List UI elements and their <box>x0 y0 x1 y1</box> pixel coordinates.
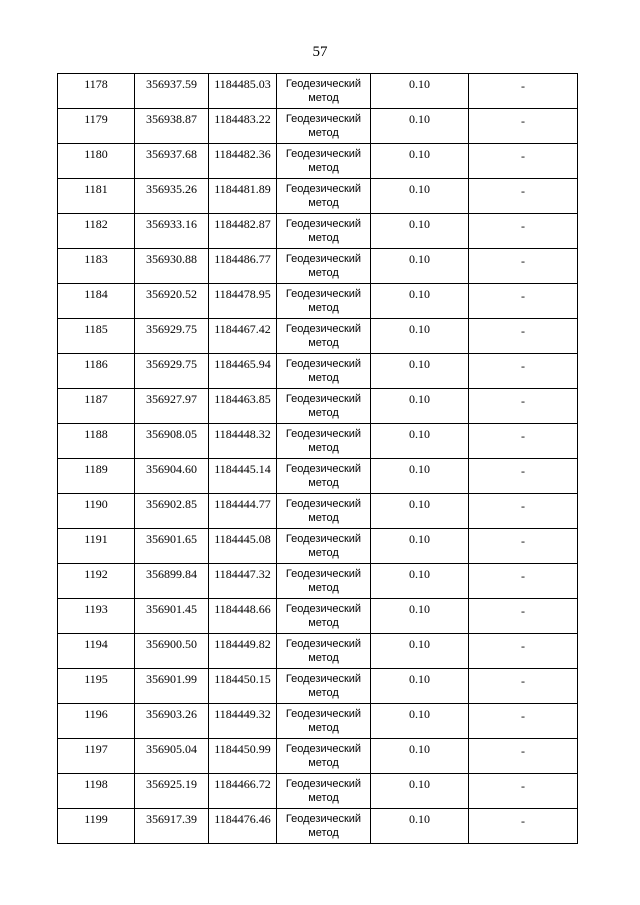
table-row <box>58 704 578 739</box>
note-cell: - <box>469 634 578 669</box>
point-number-cell: 1187 <box>58 389 135 424</box>
point-number-cell: 1191 <box>58 529 135 564</box>
point-number-cell: 1194 <box>58 634 135 669</box>
note-cell: - <box>469 809 578 844</box>
x-coordinate-cell: 356904.60 <box>135 459 209 494</box>
method-cell: Геодезический метод <box>277 809 371 844</box>
y-coordinate-cell: 1184478.95 <box>209 284 277 319</box>
x-coordinate-cell: 356937.68 <box>135 144 209 179</box>
method-cell: Геодезический метод <box>277 389 371 424</box>
y-coordinate-cell: 1184476.46 <box>209 809 277 844</box>
y-coordinate-cell: 1184450.15 <box>209 669 277 704</box>
accuracy-cell: 0.10 <box>371 179 469 214</box>
x-coordinate-cell: 356920.52 <box>135 284 209 319</box>
accuracy-cell: 0.10 <box>371 494 469 529</box>
accuracy-cell: 0.10 <box>371 669 469 704</box>
note-cell: - <box>469 529 578 564</box>
note-cell: - <box>469 284 578 319</box>
point-number-cell: 1196 <box>58 704 135 739</box>
y-coordinate-cell: 1184482.87 <box>209 214 277 249</box>
table-row <box>58 179 578 214</box>
note-cell: - <box>469 319 578 354</box>
y-coordinate-cell: 1184448.66 <box>209 599 277 634</box>
table-row <box>58 494 578 529</box>
point-number-cell: 1189 <box>58 459 135 494</box>
table-row <box>58 809 578 844</box>
x-coordinate-cell: 356908.05 <box>135 424 209 459</box>
table-row <box>58 249 578 284</box>
point-number-cell: 1195 <box>58 669 135 704</box>
note-cell: - <box>469 214 578 249</box>
point-number-cell: 1193 <box>58 599 135 634</box>
x-coordinate-cell: 356900.50 <box>135 634 209 669</box>
y-coordinate-cell: 1184466.72 <box>209 774 277 809</box>
table-row <box>58 424 578 459</box>
y-coordinate-cell: 1184449.82 <box>209 634 277 669</box>
method-cell: Геодезический метод <box>277 109 371 144</box>
point-number-cell: 1190 <box>58 494 135 529</box>
accuracy-cell: 0.10 <box>371 389 469 424</box>
table-row <box>58 529 578 564</box>
method-cell: Геодезический метод <box>277 634 371 669</box>
accuracy-cell: 0.10 <box>371 739 469 774</box>
note-cell: - <box>469 494 578 529</box>
note-cell: - <box>469 389 578 424</box>
point-number-cell: 1182 <box>58 214 135 249</box>
method-cell: Геодезический метод <box>277 249 371 284</box>
accuracy-cell: 0.10 <box>371 599 469 634</box>
y-coordinate-cell: 1184449.32 <box>209 704 277 739</box>
point-number-cell: 1179 <box>58 109 135 144</box>
x-coordinate-cell: 356929.75 <box>135 319 209 354</box>
point-number-cell: 1185 <box>58 319 135 354</box>
table-row <box>58 774 578 809</box>
point-number-cell: 1197 <box>58 739 135 774</box>
accuracy-cell: 0.10 <box>371 144 469 179</box>
note-cell: - <box>469 774 578 809</box>
y-coordinate-cell: 1184467.42 <box>209 319 277 354</box>
point-number-cell: 1198 <box>58 774 135 809</box>
table-row <box>58 74 578 109</box>
note-cell: - <box>469 109 578 144</box>
x-coordinate-cell: 356903.26 <box>135 704 209 739</box>
y-coordinate-cell: 1184465.94 <box>209 354 277 389</box>
x-coordinate-cell: 356901.45 <box>135 599 209 634</box>
x-coordinate-cell: 356925.19 <box>135 774 209 809</box>
table-row <box>58 109 578 144</box>
accuracy-cell: 0.10 <box>371 809 469 844</box>
y-coordinate-cell: 1184444.77 <box>209 494 277 529</box>
y-coordinate-cell: 1184445.08 <box>209 529 277 564</box>
table-row <box>58 144 578 179</box>
x-coordinate-cell: 356937.59 <box>135 74 209 109</box>
note-cell: - <box>469 564 578 599</box>
table-row <box>58 214 578 249</box>
page-number: 57 <box>312 44 328 60</box>
point-number-cell: 1188 <box>58 424 135 459</box>
table-row <box>58 634 578 669</box>
method-cell: Геодезический метод <box>277 774 371 809</box>
x-coordinate-cell: 356902.85 <box>135 494 209 529</box>
point-number-cell: 1192 <box>58 564 135 599</box>
table-body <box>58 74 578 844</box>
method-cell: Геодезический метод <box>277 144 371 179</box>
x-coordinate-cell: 356935.26 <box>135 179 209 214</box>
x-coordinate-cell: 356930.88 <box>135 249 209 284</box>
x-coordinate-cell: 356905.04 <box>135 739 209 774</box>
note-cell: - <box>469 354 578 389</box>
point-number-cell: 1178 <box>58 74 135 109</box>
method-cell: Геодезический метод <box>277 529 371 564</box>
accuracy-cell: 0.10 <box>371 774 469 809</box>
accuracy-cell: 0.10 <box>371 319 469 354</box>
table-row <box>58 564 578 599</box>
point-number-cell: 1199 <box>58 809 135 844</box>
x-coordinate-cell: 356933.16 <box>135 214 209 249</box>
method-cell: Геодезический метод <box>277 354 371 389</box>
accuracy-cell: 0.10 <box>371 704 469 739</box>
method-cell: Геодезический метод <box>277 494 371 529</box>
table-row <box>58 319 578 354</box>
accuracy-cell: 0.10 <box>371 74 469 109</box>
method-cell: Геодезический метод <box>277 669 371 704</box>
x-coordinate-cell: 356901.99 <box>135 669 209 704</box>
note-cell: - <box>469 599 578 634</box>
accuracy-cell: 0.10 <box>371 634 469 669</box>
method-cell: Геодезический метод <box>277 599 371 634</box>
method-cell: Геодезический метод <box>277 739 371 774</box>
point-number-cell: 1181 <box>58 179 135 214</box>
point-number-cell: 1183 <box>58 249 135 284</box>
method-cell: Геодезический метод <box>277 459 371 494</box>
table-row <box>58 354 578 389</box>
x-coordinate-cell: 356927.97 <box>135 389 209 424</box>
y-coordinate-cell: 1184486.77 <box>209 249 277 284</box>
accuracy-cell: 0.10 <box>371 529 469 564</box>
accuracy-cell: 0.10 <box>371 249 469 284</box>
accuracy-cell: 0.10 <box>371 564 469 599</box>
method-cell: Геодезический метод <box>277 564 371 599</box>
accuracy-cell: 0.10 <box>371 459 469 494</box>
accuracy-cell: 0.10 <box>371 424 469 459</box>
note-cell: - <box>469 739 578 774</box>
x-coordinate-cell: 356899.84 <box>135 564 209 599</box>
table-row <box>58 284 578 319</box>
point-number-cell: 1184 <box>58 284 135 319</box>
x-coordinate-cell: 356938.87 <box>135 109 209 144</box>
y-coordinate-cell: 1184445.14 <box>209 459 277 494</box>
method-cell: Геодезический метод <box>277 214 371 249</box>
note-cell: - <box>469 179 578 214</box>
method-cell: Геодезический метод <box>277 179 371 214</box>
method-cell: Геодезический метод <box>277 74 371 109</box>
table-row <box>58 739 578 774</box>
method-cell: Геодезический метод <box>277 424 371 459</box>
method-cell: Геодезический метод <box>277 319 371 354</box>
accuracy-cell: 0.10 <box>371 354 469 389</box>
note-cell: - <box>469 669 578 704</box>
table-row <box>58 669 578 704</box>
x-coordinate-cell: 356917.39 <box>135 809 209 844</box>
y-coordinate-cell: 1184483.22 <box>209 109 277 144</box>
y-coordinate-cell: 1184447.32 <box>209 564 277 599</box>
method-cell: Геодезический метод <box>277 284 371 319</box>
table-row <box>58 599 578 634</box>
note-cell: - <box>469 424 578 459</box>
y-coordinate-cell: 1184448.32 <box>209 424 277 459</box>
coordinates-table <box>57 73 578 844</box>
note-cell: - <box>469 249 578 284</box>
point-number-cell: 1186 <box>58 354 135 389</box>
table-row <box>58 389 578 424</box>
accuracy-cell: 0.10 <box>371 109 469 144</box>
point-number-cell: 1180 <box>58 144 135 179</box>
y-coordinate-cell: 1184482.36 <box>209 144 277 179</box>
table-row <box>58 459 578 494</box>
note-cell: - <box>469 74 578 109</box>
note-cell: - <box>469 704 578 739</box>
note-cell: - <box>469 144 578 179</box>
y-coordinate-cell: 1184463.85 <box>209 389 277 424</box>
y-coordinate-cell: 1184481.89 <box>209 179 277 214</box>
accuracy-cell: 0.10 <box>371 284 469 319</box>
note-cell: - <box>469 459 578 494</box>
accuracy-cell: 0.10 <box>371 214 469 249</box>
x-coordinate-cell: 356929.75 <box>135 354 209 389</box>
y-coordinate-cell: 1184450.99 <box>209 739 277 774</box>
method-cell: Геодезический метод <box>277 704 371 739</box>
x-coordinate-cell: 356901.65 <box>135 529 209 564</box>
y-coordinate-cell: 1184485.03 <box>209 74 277 109</box>
